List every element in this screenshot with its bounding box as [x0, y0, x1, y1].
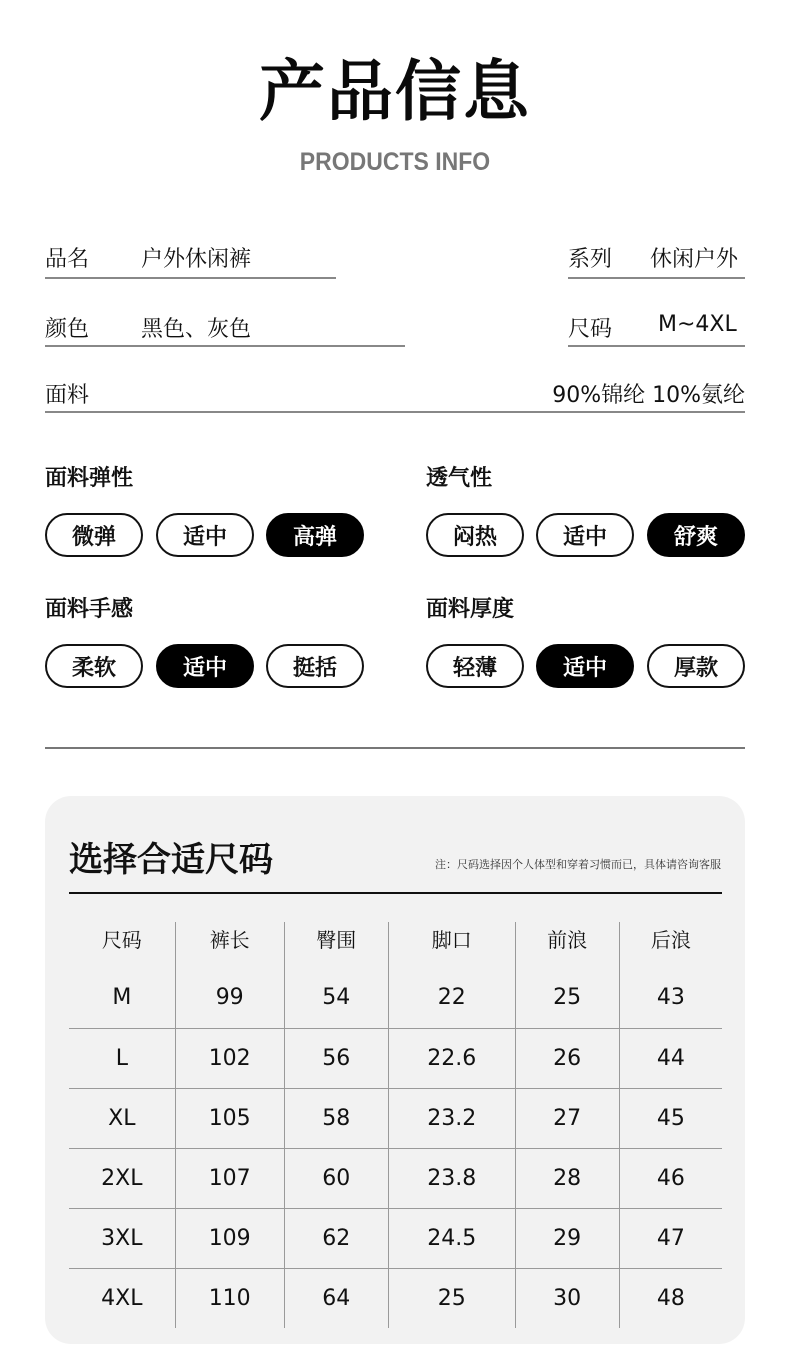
- name-underline: [45, 277, 336, 279]
- table-cell: 105: [175, 1088, 284, 1148]
- table-cell: 30: [515, 1268, 619, 1328]
- thickness-option: 厚款: [647, 644, 745, 688]
- table-cell: 22: [388, 968, 515, 1028]
- size-underline: [568, 345, 745, 347]
- table-row: [69, 1148, 722, 1208]
- table-cell: 64: [284, 1268, 388, 1328]
- table-cell: 47: [619, 1208, 722, 1268]
- table-cell: 25: [388, 1268, 515, 1328]
- size-chart-title: 选择合适尺码: [69, 840, 273, 880]
- column-header: 臀围: [284, 908, 388, 968]
- breathability-option: 闷热: [426, 513, 524, 557]
- breathability-option: 舒爽: [647, 513, 745, 557]
- color-label: 颜色: [45, 317, 90, 342]
- section-divider: [45, 747, 745, 749]
- column-header: 前浪: [515, 908, 619, 968]
- hand-feel-option: 适中: [156, 644, 254, 688]
- series-underline: [568, 277, 745, 279]
- size-chart-note: 注：尺码选择因个人体型和穿着习惯而已，具体请咨询客服: [435, 858, 721, 871]
- size-chart-card: [45, 796, 745, 1344]
- thickness-option: 适中: [536, 644, 634, 688]
- table-cell: 23.2: [388, 1088, 515, 1148]
- elasticity-option: 微弹: [45, 513, 143, 557]
- table-cell: 29: [515, 1208, 619, 1268]
- size-chart-rule: [69, 892, 722, 894]
- table-cell: 44: [619, 1028, 722, 1088]
- table-cell: 48: [619, 1268, 722, 1328]
- table-top-mask: [69, 908, 722, 922]
- size-value: M~4XL: [658, 312, 737, 337]
- page-subtitle: PRODUCTS INFO: [299, 148, 491, 176]
- table-cell: XL: [69, 1088, 175, 1148]
- table-cell: M: [112, 985, 132, 1011]
- name-label: 品名: [45, 247, 90, 272]
- fabric-label: 面料: [45, 383, 90, 408]
- table-cell: 109: [175, 1208, 284, 1268]
- fabric-underline: [45, 411, 745, 413]
- elasticity-option: 高弹: [266, 513, 364, 557]
- breathability-title: 透气性: [426, 466, 493, 491]
- color-underline: [45, 345, 405, 347]
- series-value: 休闲户外: [650, 247, 739, 272]
- table-cell: 102: [175, 1028, 284, 1088]
- table-row: [69, 1088, 722, 1148]
- hand-feel-option: 挺括: [266, 644, 364, 688]
- column-header: 后浪: [619, 908, 722, 968]
- hand-feel-title: 面料手感: [45, 597, 134, 622]
- table-row: [69, 1268, 722, 1328]
- table-cell: 23.8: [388, 1148, 515, 1208]
- table-cell: 54: [284, 968, 388, 1028]
- table-cell: 4XL: [69, 1268, 175, 1328]
- breathability-option: 适中: [536, 513, 634, 557]
- table-cell: 26: [515, 1028, 619, 1088]
- column-header: 脚口: [388, 908, 515, 968]
- hand-feel-option: 柔软: [45, 644, 143, 688]
- table-cell: 62: [284, 1208, 388, 1268]
- thickness-option: 轻薄: [426, 644, 524, 688]
- table-cell: 45: [619, 1088, 722, 1148]
- table-cell: 28: [515, 1148, 619, 1208]
- table-cell: 22.6: [388, 1028, 515, 1088]
- table-cell: 60: [284, 1148, 388, 1208]
- table-cell: 99: [175, 968, 284, 1028]
- table-cell: 58: [284, 1088, 388, 1148]
- thickness-title: 面料厚度: [426, 597, 515, 622]
- table-cell: L: [69, 1028, 175, 1088]
- table-cell: 3XL: [69, 1208, 175, 1268]
- table-cell: 43: [619, 968, 722, 1028]
- fabric-value: 90%锦纶 10%氨纶: [552, 383, 745, 408]
- name-value: 户外休闲裤: [141, 247, 252, 272]
- table-cell: 110: [175, 1268, 284, 1328]
- series-label: 系列: [568, 247, 613, 272]
- table-cell: 46: [619, 1148, 722, 1208]
- table-cell: 107: [175, 1148, 284, 1208]
- table-cell: 24.5: [388, 1208, 515, 1268]
- table-row: [69, 968, 722, 1028]
- column-header: 裤长: [175, 908, 284, 968]
- table-cell: 27: [515, 1088, 619, 1148]
- elasticity-title: 面料弹性: [45, 466, 134, 491]
- table-cell: 2XL: [69, 1148, 175, 1208]
- table-row: [69, 1208, 722, 1268]
- size-label: 尺码: [568, 317, 613, 342]
- table-cell: 25: [515, 968, 619, 1028]
- size-table: [69, 908, 722, 1328]
- page-title: 产品信息: [259, 53, 531, 130]
- color-value: 黑色、灰色: [141, 317, 252, 342]
- elasticity-option: 适中: [156, 513, 254, 557]
- column-header: 尺码: [101, 927, 142, 952]
- table-row: [69, 1028, 722, 1088]
- table-cell: 56: [284, 1028, 388, 1088]
